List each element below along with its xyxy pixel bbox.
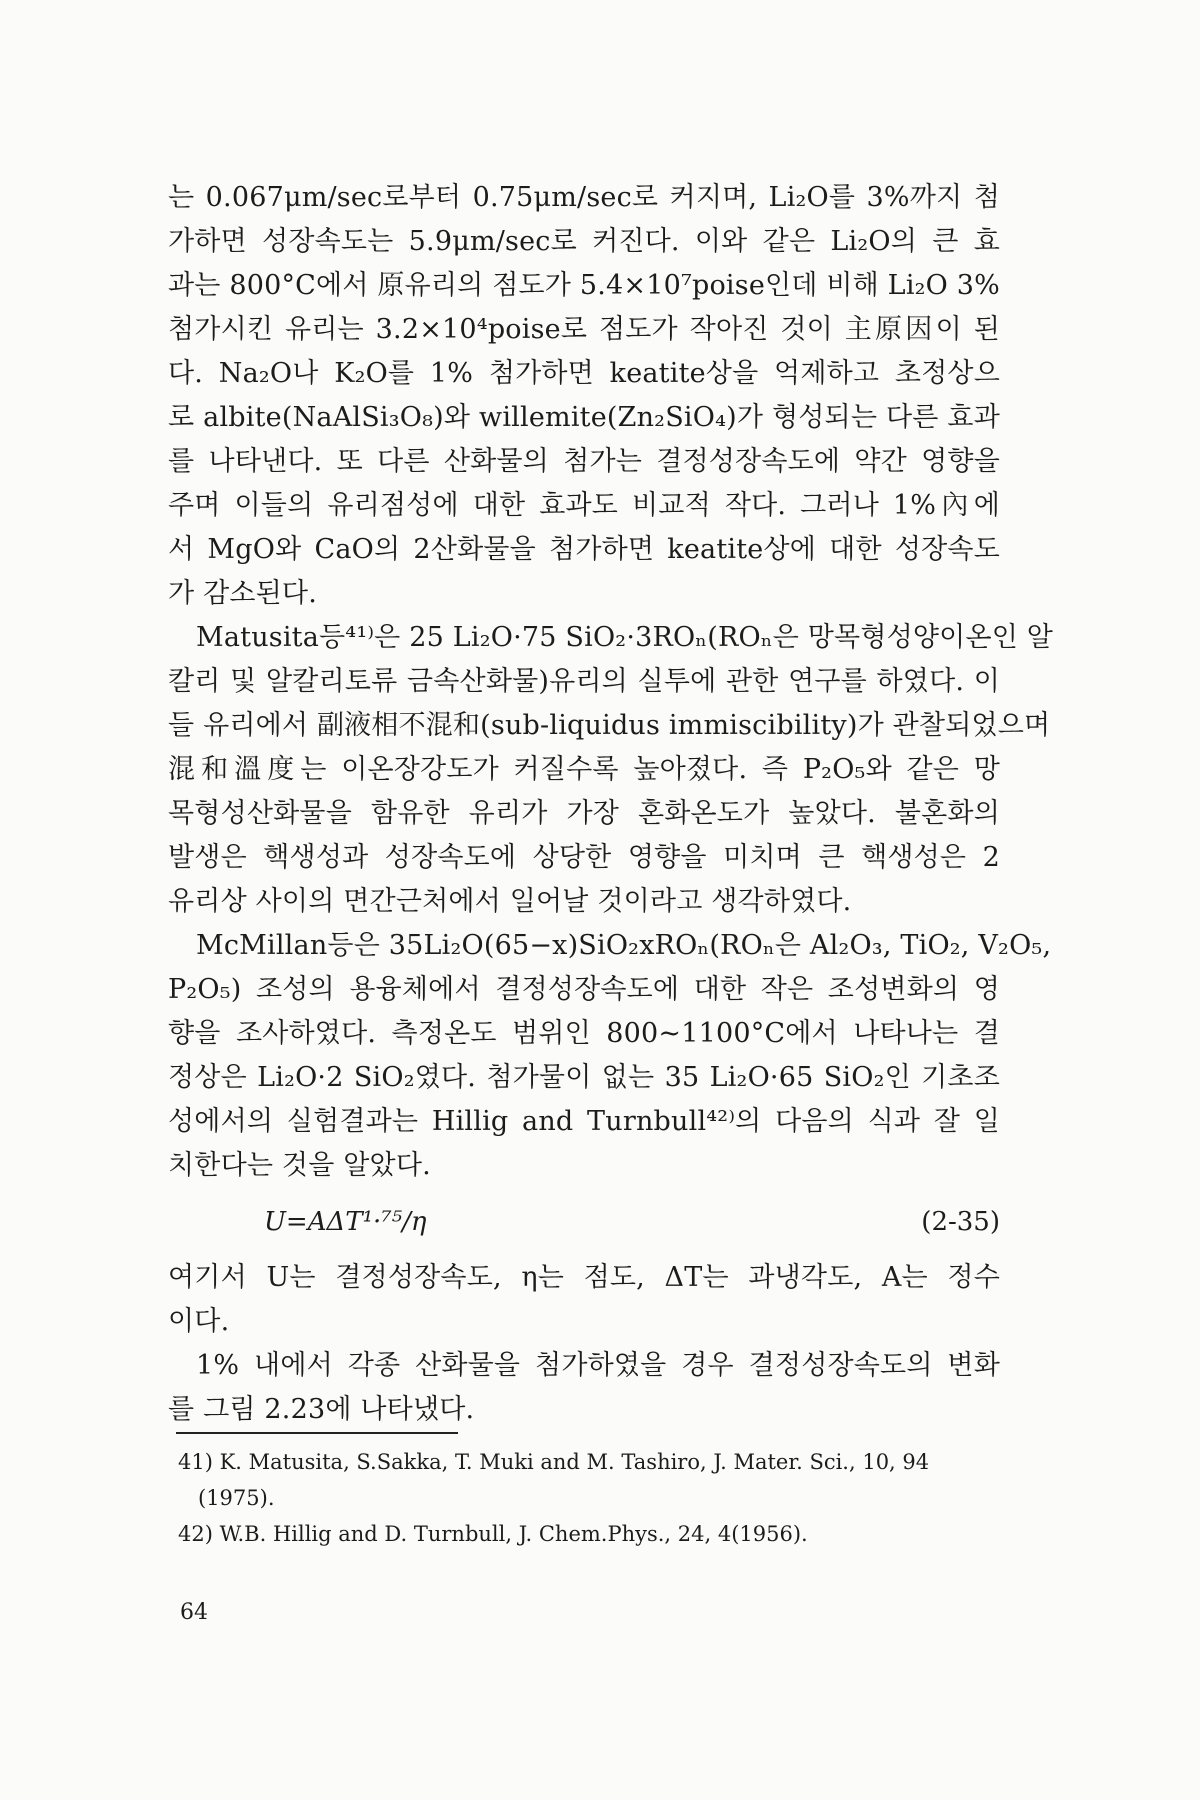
- text-line: 混和溫度는 이온장강도가 커질수록 높아졌다. 즉 P₂O₅와 같은 망: [168, 754, 1000, 785]
- text-line: 성에서의 실험결과는 Hillig and Turnbull⁴²⁾의 다음의 식과 잘 일: [168, 1106, 1000, 1137]
- equation-2-35: [168, 1188, 1000, 1256]
- text-line: 여기서 U는 결정성장속도, η는 점도, ΔT는 과냉각도, A는 정수: [168, 1262, 1000, 1293]
- text-line: 치한다는 것을 알았다.: [168, 1150, 431, 1181]
- text-line: McMillan등은 35Li₂O(65−x)SiO₂xROₙ(ROₙ은 Al₂O₃, TiO₂, V₂O₅,: [196, 930, 1052, 961]
- text-line: 정상은 Li₂O·2 SiO₂였다. 첨가물이 없는 35 Li₂O·65 SiO₂인 기초조: [168, 1062, 1000, 1093]
- text-line: 향을 조사하였다. 측정온도 범위인 800~1100°C에서 나타나는 결: [168, 1018, 1000, 1049]
- text-line: 서 MgO와 CaO의 2산화물을 첨가하면 keatite상에 대한 성장속도: [168, 534, 1000, 565]
- paragraph-2: [168, 616, 1054, 924]
- text-line: 가하면 성장속도는 5.9μm/sec로 커진다. 이와 같은 Li₂O의 큰 효: [168, 226, 1000, 257]
- text-line: 첨가시킨 유리는 3.2×10⁴poise로 점도가 작아진 것이 主原因이 된: [168, 314, 1000, 345]
- text-line: 들 유리에서 副液相不混和(sub-liquidus immiscibility)가 관찰되었으며: [168, 710, 1051, 741]
- footnote-line: 42) W.B. Hillig and D. Turnbull, J. Chem.Phys., 24, 4(1956).: [178, 1522, 808, 1546]
- equation-formula: U=AΔT¹·⁷⁵/η: [264, 1207, 427, 1237]
- text-line: 를 그림 2.23에 나타냈다.: [168, 1394, 475, 1425]
- text-line: 발생은 핵생성과 성장속도에 상당한 영향을 미치며 큰 핵생성은 2: [168, 842, 1000, 873]
- text-line: 주며 이들의 유리점성에 대한 효과도 비교적 작다. 그러나 1%內에: [168, 490, 1000, 521]
- text-line: 이다.: [168, 1306, 230, 1337]
- text-line: 로 albite(NaAlSi₃O₈)와 willemite(Zn₂SiO₄)가 형성되는 다른 효과: [168, 402, 1000, 433]
- footnote-line: 41) K. Matusita, S.Sakka, T. Muki and M. Tashiro, J. Mater. Sci., 10, 94: [178, 1450, 930, 1474]
- text-line: 를 나타낸다. 또 다른 산화물의 첨가는 결정성장속도에 약간 영향을: [168, 446, 1000, 477]
- footnote-41: [178, 1444, 1008, 1516]
- text-line: P₂O₅) 조성의 용융체에서 결정성장속도에 대한 작은 조성변화의 영: [168, 974, 1000, 1005]
- footnote-line: (1975).: [198, 1486, 275, 1510]
- text-line: 는 0.067μm/sec로부터 0.75μm/sec로 커지며, Li₂O를 3%까지 첨: [168, 182, 1000, 213]
- footnote-divider: [176, 1432, 458, 1434]
- paragraph-5: [168, 1344, 1000, 1432]
- text-line: 과는 800°C에서 原유리의 점도가 5.4×10⁷poise인데 비해 Li₂O 3%: [168, 270, 1001, 301]
- footnotes: [178, 1444, 1008, 1552]
- body-text: [168, 176, 1054, 1432]
- text-line: Matusita등⁴¹⁾은 25 Li₂O·75 SiO₂·3ROₙ(ROₙ은 망목형성양이온인 알: [196, 622, 1054, 653]
- text-line: 다. Na₂O나 K₂O를 1% 첨가하면 keatite상을 억제하고 초정상으: [168, 358, 1000, 389]
- paragraph-4: [168, 1256, 1000, 1344]
- page-number: 64: [180, 1600, 208, 1625]
- text-line: 목형성산화물을 함유한 유리가 가장 혼화온도가 높았다. 불혼화의: [168, 798, 1000, 829]
- text-line: 유리상 사이의 면간근처에서 일어날 것이라고 생각하였다.: [168, 886, 852, 917]
- text-line: 칼리 및 알칼리토류 금속산화물)유리의 실투에 관한 연구를 하였다. 이: [168, 666, 1000, 697]
- text-line: 1% 내에서 각종 산화물을 첨가하였을 경우 결정성장속도의 변화: [196, 1350, 1000, 1381]
- paragraph-3: [168, 924, 1052, 1188]
- footnote-42: [178, 1516, 1008, 1552]
- text-line: 가 감소된다.: [168, 578, 317, 609]
- paragraph-1: [168, 176, 1000, 616]
- equation-number: (2-35): [921, 1207, 1000, 1237]
